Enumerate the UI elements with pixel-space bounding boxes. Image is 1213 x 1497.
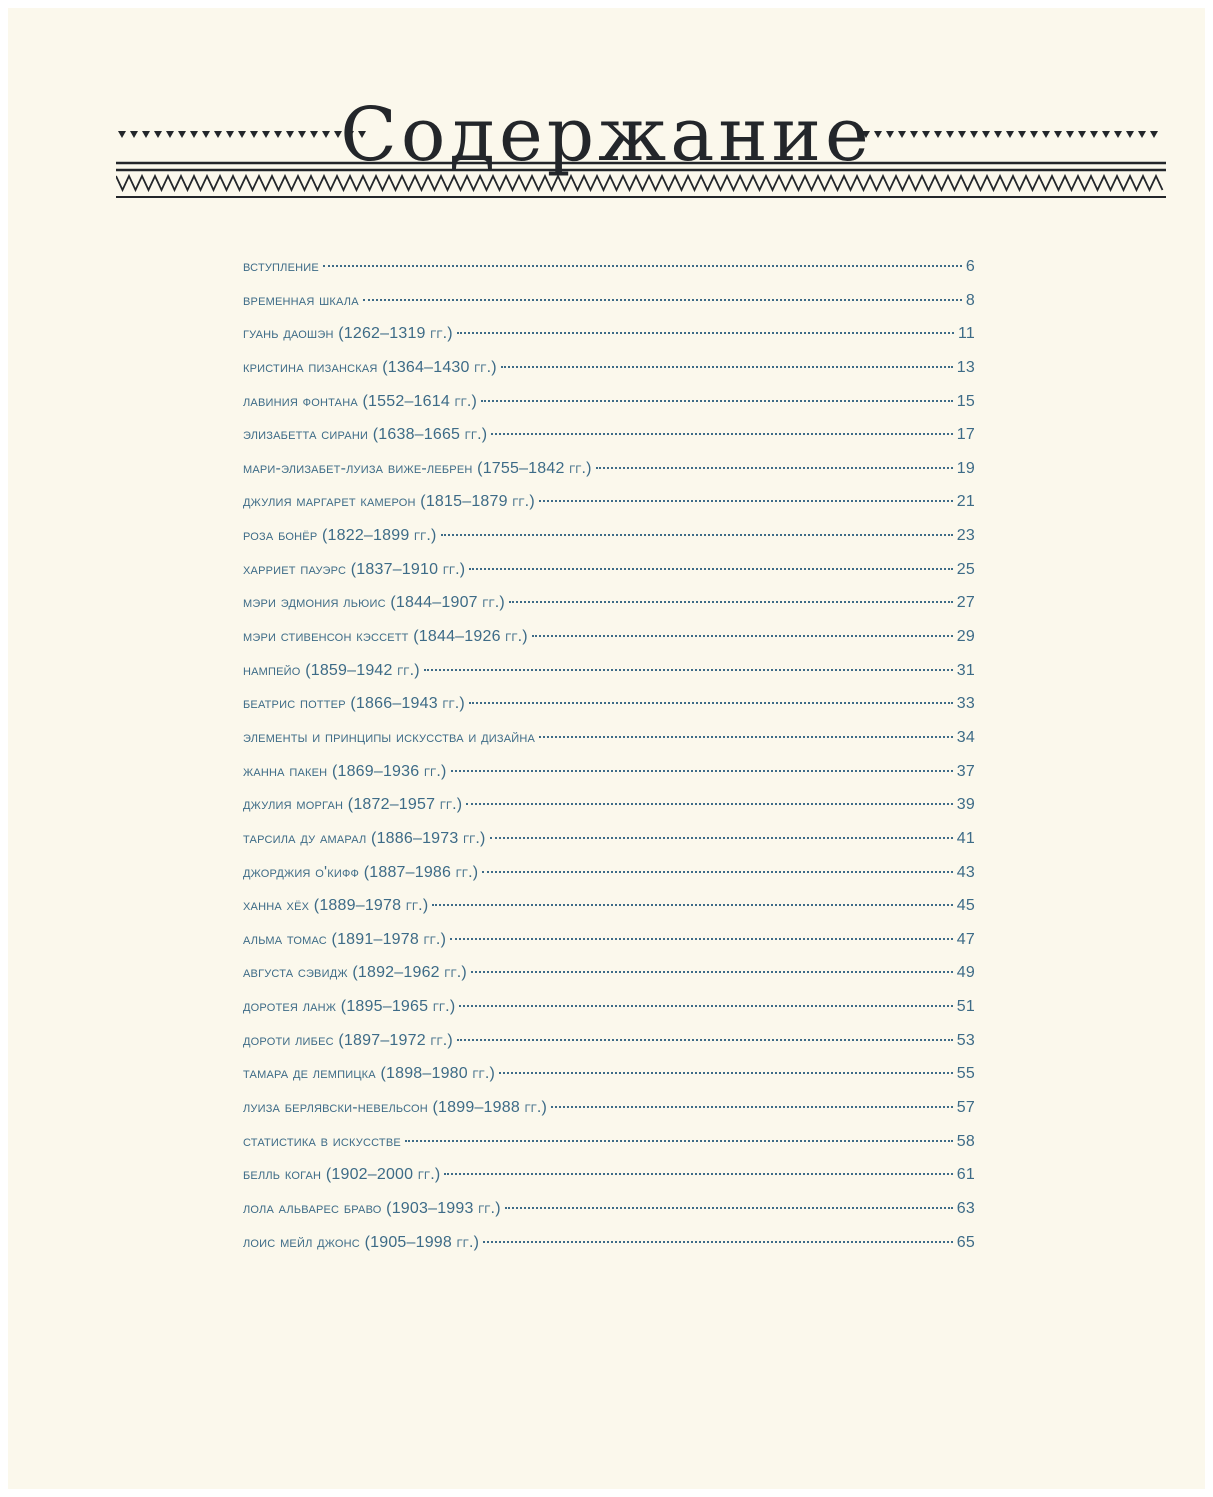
toc-entry-page-number: 47 <box>956 930 975 948</box>
book-page <box>8 8 1205 1489</box>
toc-entry-title: мари-элизабет-луиза виже-лебрен (1755–1842 гг.) <box>243 459 592 477</box>
toc-entry-page-number: 13 <box>956 358 975 376</box>
toc-entry-title: мэри эдмония льюис (1844–1907 гг.) <box>243 594 505 612</box>
dot-leader <box>539 736 953 738</box>
toc-entry-title: беатрис поттер (1866–1943 гг.) <box>243 695 465 713</box>
toc-entry-title: лавиния фонтана (1552–1614 гг.) <box>243 392 478 410</box>
dot-leader <box>450 938 953 940</box>
dot-leader <box>471 971 953 973</box>
toc-entry[interactable] <box>243 763 975 797</box>
toc-entry-page-number: 21 <box>956 493 975 511</box>
toc-entry[interactable] <box>243 931 975 965</box>
toc-entry[interactable] <box>243 258 975 292</box>
toc-entry-title: дороти либес (1897–1972 гг.) <box>243 1031 453 1049</box>
toc-entry-title: кристина пизанская (1364–1430 гг.) <box>243 358 497 376</box>
table-of-contents <box>243 258 975 1267</box>
dot-leader <box>596 467 953 469</box>
toc-entry-title: августа сэвидж (1892–1962 гг.) <box>243 964 467 982</box>
dot-leader <box>551 1106 953 1108</box>
toc-entry[interactable] <box>243 830 975 864</box>
dot-leader <box>509 601 953 603</box>
toc-entry[interactable] <box>243 426 975 460</box>
toc-entry-page-number: 6 <box>965 258 975 275</box>
toc-entry[interactable] <box>243 1166 975 1200</box>
toc-entry[interactable] <box>243 460 975 494</box>
toc-entry-title: гуань даошэн (1262–1319 гг.) <box>243 325 453 343</box>
dot-leader <box>469 702 953 704</box>
toc-entry[interactable] <box>243 292 975 326</box>
toc-entry[interactable] <box>243 796 975 830</box>
toc-entry-page-number: 61 <box>956 1166 975 1184</box>
toc-entry[interactable] <box>243 1200 975 1234</box>
dot-leader <box>469 568 952 570</box>
toc-entry[interactable] <box>243 729 975 763</box>
header-ornament <box>8 8 1205 228</box>
toc-entry-page-number: 43 <box>956 863 975 881</box>
toc-entry-title: ханна хёх (1889–1978 гг.) <box>243 897 429 915</box>
dot-leader <box>491 433 953 435</box>
toc-entry[interactable] <box>243 964 975 998</box>
toc-entry-title: джорджия о'кифф (1887–1986 гг.) <box>243 863 479 881</box>
toc-entry-title: джулия маргарет камерон (1815–1879 гг.) <box>243 493 535 511</box>
toc-entry-title: лола альварес браво (1903–1993 гг.) <box>243 1199 501 1217</box>
toc-entry[interactable] <box>243 1065 975 1099</box>
dot-leader <box>432 904 952 906</box>
dot-leader <box>323 265 962 267</box>
dot-leader <box>457 332 954 334</box>
toc-entry-page-number: 63 <box>956 1199 975 1217</box>
toc-entry-page-number: 11 <box>957 325 975 343</box>
toc-entry-page-number: 37 <box>956 762 975 780</box>
toc-entry-page-number: 53 <box>956 1031 975 1049</box>
dot-leader <box>363 299 962 301</box>
toc-entry-page-number: 45 <box>956 897 975 915</box>
dot-leader <box>441 534 953 536</box>
toc-entry[interactable] <box>243 1234 975 1268</box>
toc-entry[interactable] <box>243 897 975 931</box>
toc-entry-title: нампейо (1859–1942 гг.) <box>243 661 420 679</box>
toc-entry-title: вступление <box>243 258 319 275</box>
toc-entry[interactable] <box>243 1099 975 1133</box>
toc-entry[interactable] <box>243 662 975 696</box>
dot-leader <box>505 1207 953 1209</box>
toc-entry-title: белль коган (1902–2000 гг.) <box>243 1166 441 1184</box>
toc-entry-title: элизабетта сирани (1638–1665 гг.) <box>243 426 488 444</box>
dot-leader <box>405 1140 953 1142</box>
toc-entry[interactable] <box>243 527 975 561</box>
toc-entry-title: элементы и принципы искусства и дизайна <box>243 728 536 746</box>
toc-entry-title: жанна пакен (1869–1936 гг.) <box>243 762 447 780</box>
zigzag-line <box>116 176 1163 190</box>
dot-leader <box>457 1039 953 1041</box>
toc-entry[interactable] <box>243 561 975 595</box>
toc-entry-page-number: 41 <box>956 829 975 847</box>
toc-entry-page-number: 49 <box>956 964 975 982</box>
toc-entry-title: лоис мейл джонс (1905–1998 гг.) <box>243 1233 480 1251</box>
toc-entry-page-number: 29 <box>956 628 975 646</box>
dot-leader <box>459 1005 952 1007</box>
toc-entry-page-number: 19 <box>956 459 975 477</box>
toc-entry[interactable] <box>243 998 975 1032</box>
toc-entry-title: тамара де лемпицка (1898–1980 гг.) <box>243 1065 496 1083</box>
toc-entry-title: джулия морган (1872–1957 гг.) <box>243 796 463 814</box>
toc-entry-title: роза бонёр (1822–1899 гг.) <box>243 527 437 545</box>
toc-entry-title: статистика в искусстве <box>243 1132 401 1150</box>
dot-leader <box>451 770 953 772</box>
toc-entry-title: тарсила ду амарал (1886–1973 гг.) <box>243 829 486 847</box>
dot-leader <box>482 871 953 873</box>
toc-entry-page-number: 58 <box>956 1132 975 1150</box>
toc-entry[interactable] <box>243 594 975 628</box>
toc-entry-page-number: 23 <box>956 527 975 545</box>
zigzag-border <box>116 160 1166 202</box>
toc-entry-page-number: 8 <box>965 291 975 309</box>
dot-leader <box>539 500 953 502</box>
toc-entry-page-number: 31 <box>956 661 975 679</box>
toc-entry[interactable] <box>243 393 975 427</box>
toc-entry[interactable] <box>243 325 975 359</box>
toc-entry-page-number: 15 <box>956 392 975 410</box>
toc-entry[interactable] <box>243 628 975 662</box>
dot-leader <box>532 635 953 637</box>
toc-entry[interactable] <box>243 1032 975 1066</box>
toc-entry-page-number: 33 <box>956 695 975 713</box>
toc-entry-page-number: 51 <box>956 998 975 1016</box>
dot-leader <box>483 1241 953 1243</box>
toc-entry[interactable] <box>243 695 975 729</box>
toc-entry-page-number: 57 <box>956 1099 975 1117</box>
toc-entry-page-number: 27 <box>956 594 975 612</box>
toc-entry[interactable] <box>243 864 975 898</box>
toc-entry[interactable] <box>243 359 975 393</box>
toc-entry-title: луиза берлявски-невельсон (1899–1988 гг.) <box>243 1099 548 1117</box>
toc-entry-title: доротея ланж (1895–1965 гг.) <box>243 998 456 1016</box>
dot-leader <box>466 803 952 805</box>
toc-entry-title: мэри стивенсон кэссетт (1844–1926 гг.) <box>243 628 528 646</box>
toc-entry-title: временная шкала <box>243 291 359 309</box>
toc-entry[interactable] <box>243 1133 975 1167</box>
dot-leader <box>499 1072 953 1074</box>
toc-entry-page-number: 34 <box>956 728 975 746</box>
toc-entry-page-number: 39 <box>956 796 975 814</box>
dot-leader <box>444 1173 952 1175</box>
toc-entry-page-number: 25 <box>956 560 975 578</box>
dot-leader <box>481 400 953 402</box>
page-title: Содержание <box>340 92 873 178</box>
toc-entry[interactable] <box>243 493 975 527</box>
toc-entry-page-number: 55 <box>956 1065 975 1083</box>
dot-leader <box>490 837 953 839</box>
dot-leader <box>424 669 953 671</box>
toc-entry-title: харриет пауэрс (1837–1910 гг.) <box>243 560 466 578</box>
dot-leader <box>501 366 953 368</box>
toc-entry-title: альма томас (1891–1978 гг.) <box>243 930 447 948</box>
toc-entry-page-number: 65 <box>956 1233 975 1251</box>
toc-entry-page-number: 17 <box>956 426 975 444</box>
